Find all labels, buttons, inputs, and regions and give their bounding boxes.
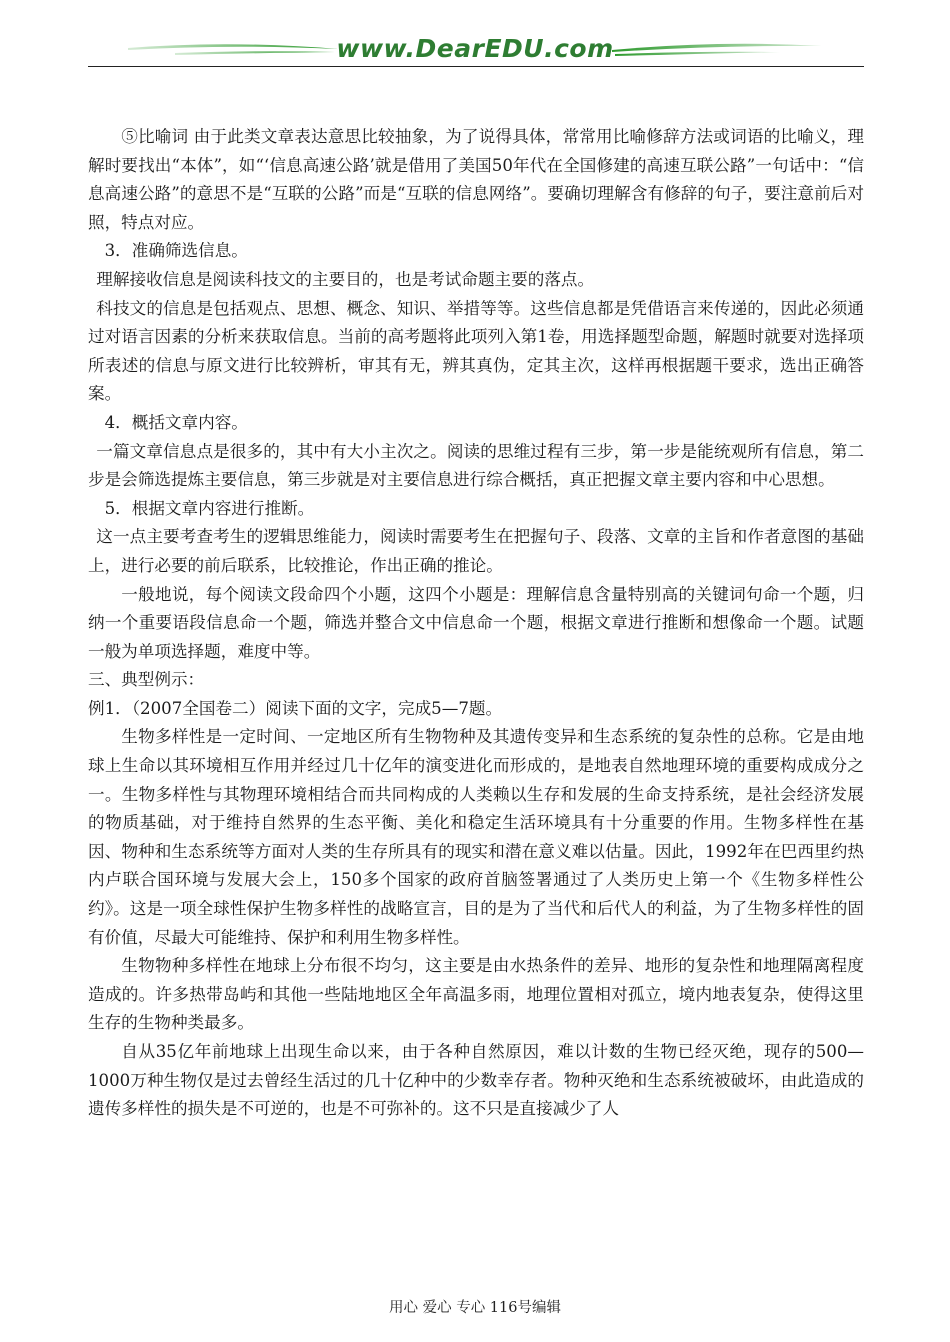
paragraph: 5．根据文章内容进行推断。: [104, 498, 315, 518]
paragraph: 三、典型例示：: [88, 670, 205, 690]
paragraph: 生物物种多样性在地球上分布很不均匀，这主要是由水热条件的差异、地形的复杂性和地理隔离程度造成的。许多热带岛屿和其他一些陆地地区全年高温多雨，地理位置相对孤立，境内地表复杂，使得这里生存的生物种类最多。: [88, 956, 864, 1033]
document-body: [88, 123, 864, 1124]
paragraph: ⑤比喻词 由于此类文章表达意思比较抽象，为了说得具体，常常用比喻修辞方法或词语的比喻义，理解时要找出“本体”，如“‘信息高速公路’就是借用了美国50年代在全国修建的高速互联公路”一句话中：“信息高速公路”的意思不是“互联的公路”而是“互联的信息网络”。要确切理解含有修辞的句子，要注意前后对照，特点对应。: [88, 127, 864, 232]
paragraph: 这一点主要考查考生的逻辑思维能力，阅读时需要考生在把握句子、段落、文章的主旨和作者意图的基础上，进行必要的前后联系，比较推论，作出正确的推论。: [88, 527, 864, 575]
paragraph: 科技文的信息是包括观点、思想、概念、知识、举措等等。这些信息都是凭借语言来传递的，因此必须通过对语言因素的分析来获取信息。当前的高考题将此项列入第1卷，用选择题型命题，解题时就要对选择项所表述的信息与原文进行比较辨析，审其有无，辨其真伪，定其主次，这样再根据题干要求，选出正确答案。: [88, 298, 864, 404]
page-footer: 用心 爱心 专心 116号编辑: [388, 1300, 561, 1316]
paragraph: 生物多样性是一定时间、一定地区所有生物物种及其遗传变异和生态系统的复杂性的总称。它是由地球上生命以其环境相互作用并经过几十亿年的演变进化而形成的，是地表自然地理环境的重要构成成分之一。生物多样性与其物理环境相结合而共同构成的人类赖以生存和发展的生命支持系统，是社会经济发展的物质基础，对于维持自然界的生态平衡、美化和稳定生活环境具有十分重要的作用。生物多样性在基因、物种和生态系统等方面对人类的生存所具有的现实和潜在意义难以估量。因此，1992年在巴西里约热内卢联合国环境与发展大会上，150多个国家的政府首脑签署通过了人类历史上第一个《生物多样性公约》。这是一项全球性保护生物多样性的战略宣言，目的是为了当代和后代人的利益，为了生物多样性的固有价值，尽最大可能维持、保护和利用生物多样性。: [88, 727, 864, 947]
header-divider: [88, 66, 864, 67]
paragraph: 4．概括文章内容。: [104, 412, 248, 432]
paragraph: 一篇文章信息点是很多的，其中有大小主次之。阅读的思维过程有三步，第一步是能统观所有信息，第二步是会筛选提炼主要信息，第三步就是对主要信息进行综合概括，真正把握文章主要内容和中心思想。: [88, 441, 864, 490]
brand-logo[interactable]: www.DearEDU.com: [336, 34, 614, 63]
page-header: [0, 0, 950, 80]
paragraph: 理解接收信息是阅读科技文的主要目的，也是考试命题主要的落点。: [96, 269, 595, 289]
paragraph: 3．准确筛选信息。: [104, 241, 248, 261]
paragraph: 一般地说，每个阅读文段命四个小题，这四个小题是：理解信息含量特别高的关键词句命一个题，归纳一个重要语段信息命一个题，筛选并整合文中信息命一个题，根据文章进行推断和想像命一个题。试题一般为单项选择题，难度中等。: [88, 584, 864, 661]
paragraph: 例1．（2007全国卷二）阅读下面的文字，完成5—7题。: [88, 698, 503, 718]
paragraph: 自从35亿年前地球上出现生命以来，由于各种自然原因，难以计数的生物已经灭绝，现存的500—1000万种生物仅是过去曾经生活过的几十亿种中的少数幸存者。物种灭绝和生态系统被破坏，由此造成的遗传多样性的损失是不可逆的，也是不可弥补的。这不只是直接减少了人: [88, 1042, 864, 1119]
